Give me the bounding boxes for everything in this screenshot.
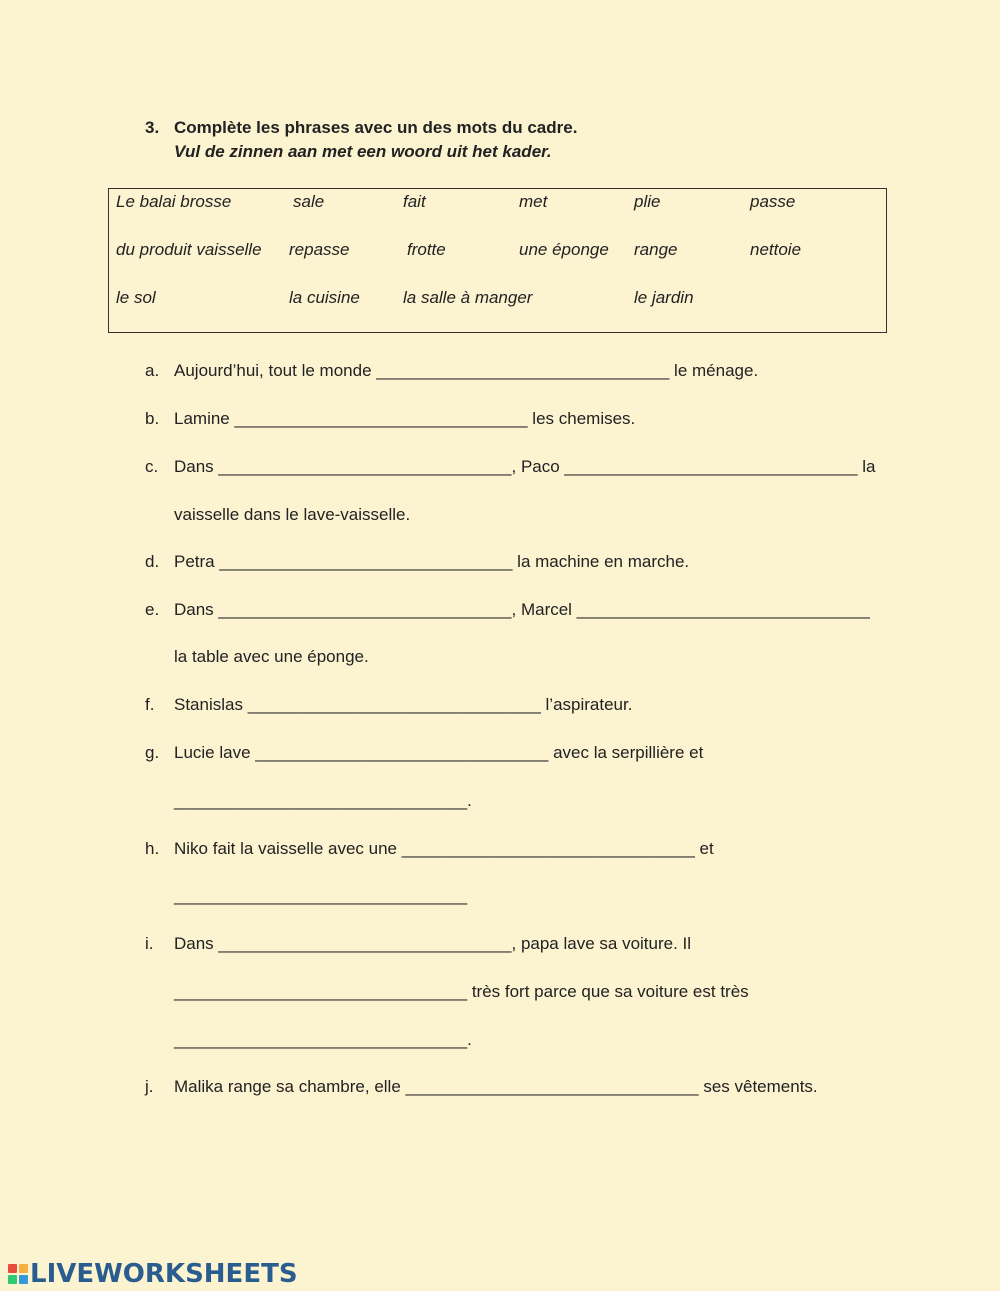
question-b xyxy=(145,409,635,429)
question-text[interactable]: Dans _______________________________, Paco _______________________________ la xyxy=(174,457,876,476)
word-box xyxy=(108,188,887,333)
question-text[interactable]: Dans _______________________________, Marcel _______________________________ xyxy=(174,600,870,619)
question-i-continuation-2[interactable]: _______________________________. xyxy=(174,1030,472,1049)
question-a xyxy=(145,361,758,381)
question-letter: j. xyxy=(145,1077,154,1096)
logo-block xyxy=(19,1275,28,1284)
word-option: frotte xyxy=(407,240,446,259)
question-c-continuation: vaisselle dans le lave-vaisselle. xyxy=(174,505,411,524)
word-option: le jardin xyxy=(634,288,694,307)
logo-block xyxy=(19,1264,28,1273)
question-letter: f. xyxy=(145,695,155,714)
question-g-continuation[interactable]: _______________________________. xyxy=(174,791,472,810)
word-option: sale xyxy=(293,192,325,211)
question-letter: c. xyxy=(145,457,159,476)
question-letter: e. xyxy=(145,600,160,619)
question-i-continuation[interactable]: _______________________________ très fort parce que sa voiture est très xyxy=(174,982,749,1001)
question-letter: i. xyxy=(145,934,154,953)
question-g xyxy=(145,743,703,763)
question-j xyxy=(145,1077,818,1097)
question-text[interactable]: Lucie lave _______________________________ avec la serpillière et xyxy=(174,743,704,762)
word-option: range xyxy=(634,240,678,259)
question-text[interactable]: Malika range sa chambre, elle _______________________________ ses vêtements. xyxy=(174,1077,818,1096)
logo-block xyxy=(8,1275,17,1284)
word-option: la salle à manger xyxy=(403,288,533,307)
question-letter: d. xyxy=(145,552,160,571)
word-option: une éponge xyxy=(519,240,609,259)
question-letter: b. xyxy=(145,409,160,428)
logo-blocks-icon xyxy=(8,1264,28,1284)
question-text[interactable]: Dans _______________________________, papa lave sa voiture. Il xyxy=(174,934,692,953)
question-text[interactable]: Petra _______________________________ la machine en marche. xyxy=(174,552,690,571)
word-option: Le balai brosse xyxy=(116,192,232,211)
word-option: met xyxy=(519,192,548,211)
question-letter: g. xyxy=(145,743,160,762)
word-option: passe xyxy=(750,192,796,211)
liveworksheets-logo xyxy=(8,1260,298,1288)
word-option: fait xyxy=(403,192,426,211)
question-e xyxy=(145,600,870,620)
instruction-french: Complète les phrases avec un des mots du cadre. xyxy=(174,118,578,137)
logo-text: LIVEWORKSHEETS xyxy=(30,1259,298,1289)
word-option: le sol xyxy=(116,288,156,307)
question-i xyxy=(145,934,691,954)
question-text[interactable]: Niko fait la vaisselle avec une _______________________________ et xyxy=(174,839,714,858)
question-c xyxy=(145,457,875,477)
word-option: du produit vaisselle xyxy=(116,240,262,259)
word-option: nettoie xyxy=(750,240,802,259)
question-text[interactable]: Aujourd’hui, tout le monde _______________________________ le ménage. xyxy=(174,361,759,380)
question-e-continuation: la table avec une éponge. xyxy=(174,647,369,666)
question-h xyxy=(145,839,714,859)
exercise-heading xyxy=(145,116,577,164)
question-f xyxy=(145,695,632,715)
word-option: repasse xyxy=(289,240,350,259)
question-d xyxy=(145,552,689,572)
question-text[interactable]: Stanislas _______________________________ l’aspirateur. xyxy=(174,695,633,714)
question-letter: h. xyxy=(145,839,160,858)
instruction-dutch: Vul de zinnen aan met een woord uit het kader. xyxy=(174,142,552,161)
logo-block xyxy=(8,1264,17,1273)
question-text[interactable]: Lamine _______________________________ les chemises. xyxy=(174,409,636,428)
word-option: plie xyxy=(634,192,661,211)
question-h-continuation[interactable]: _______________________________ xyxy=(174,886,468,905)
question-letter: a. xyxy=(145,361,160,380)
word-option: la cuisine xyxy=(289,288,360,307)
exercise-number: 3. xyxy=(145,118,160,137)
